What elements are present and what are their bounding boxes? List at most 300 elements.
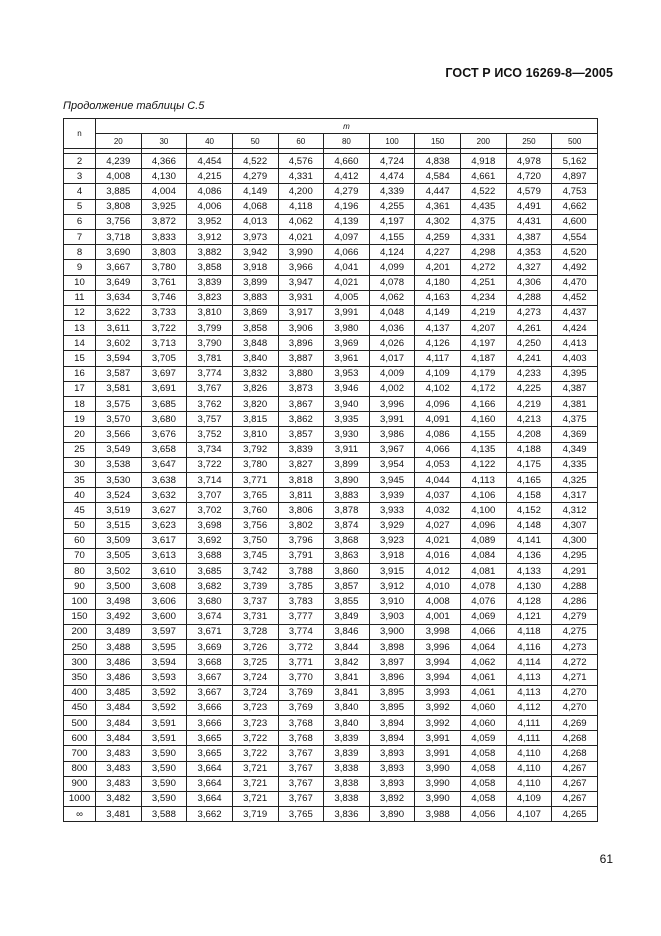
value-cell: 3,509: [96, 533, 142, 548]
value-cell: 4,026: [369, 336, 415, 351]
value-cell: 3,623: [141, 518, 187, 533]
value-cell: 3,893: [369, 776, 415, 791]
value-cell: 4,110: [506, 761, 552, 776]
value-cell: 4,268: [552, 731, 598, 746]
value-cell: 4,096: [461, 518, 507, 533]
value-cell: 4,273: [506, 305, 552, 320]
value-cell: 3,858: [232, 321, 278, 336]
value-cell: 4,113: [506, 670, 552, 685]
value-cell: 3,841: [324, 685, 370, 700]
value-cell: 4,056: [461, 807, 507, 822]
value-cell: 4,137: [415, 321, 461, 336]
value-cell: 3,910: [369, 594, 415, 609]
row-label-n: 16: [64, 366, 96, 381]
value-cell: 4,437: [552, 305, 598, 320]
value-cell: 3,768: [278, 731, 324, 746]
value-cell: 3,768: [278, 715, 324, 730]
value-cell: 4,196: [324, 199, 370, 214]
value-cell: 4,200: [278, 184, 324, 199]
value-cell: 3,483: [96, 761, 142, 776]
value-cell: 3,593: [141, 670, 187, 685]
value-cell: 5,162: [552, 154, 598, 169]
value-cell: 3,839: [324, 731, 370, 746]
column-header: 80: [324, 134, 370, 149]
value-cell: 4,241: [506, 351, 552, 366]
value-cell: 3,991: [324, 305, 370, 320]
value-cell: 4,110: [506, 776, 552, 791]
row-label-n: 13: [64, 321, 96, 336]
value-cell: 4,155: [369, 229, 415, 244]
value-cell: 4,165: [506, 472, 552, 487]
column-header: 200: [461, 134, 507, 149]
table-row: [64, 442, 598, 457]
value-cell: 3,791: [278, 548, 324, 563]
row-label-n: 40: [64, 488, 96, 503]
value-cell: 3,802: [278, 518, 324, 533]
row-label-n: 450: [64, 700, 96, 715]
value-cell: 3,484: [96, 731, 142, 746]
value-cell: 3,592: [141, 685, 187, 700]
value-cell: 3,836: [324, 807, 370, 822]
value-cell: 3,722: [232, 731, 278, 746]
table-row: [64, 397, 598, 412]
table-row: [64, 472, 598, 487]
value-cell: 3,566: [96, 427, 142, 442]
value-cell: 3,575: [96, 397, 142, 412]
value-cell: 4,118: [506, 624, 552, 639]
value-cell: 3,484: [96, 715, 142, 730]
value-cell: 3,993: [415, 685, 461, 700]
value-cell: 4,010: [415, 579, 461, 594]
table-row: [64, 184, 598, 199]
value-cell: 4,172: [461, 381, 507, 396]
value-cell: 3,649: [96, 275, 142, 290]
value-cell: 3,723: [232, 715, 278, 730]
value-cell: 3,858: [187, 260, 233, 275]
row-label-n: 12: [64, 305, 96, 320]
value-cell: 3,838: [324, 776, 370, 791]
value-cell: 4,554: [552, 229, 598, 244]
value-cell: 3,806: [278, 503, 324, 518]
value-cell: 3,783: [278, 594, 324, 609]
value-cell: 3,990: [278, 245, 324, 260]
value-cell: 3,799: [187, 321, 233, 336]
value-cell: 4,470: [552, 275, 598, 290]
value-cell: 4,006: [187, 199, 233, 214]
value-cell: 4,375: [461, 214, 507, 229]
value-cell: 3,627: [141, 503, 187, 518]
value-cell: 4,978: [506, 154, 552, 169]
value-cell: 3,915: [369, 564, 415, 579]
value-cell: 4,300: [552, 533, 598, 548]
value-cell: 3,980: [324, 321, 370, 336]
value-cell: 4,275: [552, 624, 598, 639]
table-row: [64, 169, 598, 184]
value-cell: 4,331: [278, 169, 324, 184]
value-cell: 4,069: [461, 609, 507, 624]
value-cell: 4,149: [232, 184, 278, 199]
value-cell: 4,021: [324, 275, 370, 290]
value-cell: 3,761: [141, 275, 187, 290]
value-cell: 3,486: [96, 670, 142, 685]
value-cell: 3,788: [278, 564, 324, 579]
row-label-n: 45: [64, 503, 96, 518]
value-cell: 3,500: [96, 579, 142, 594]
table-row: [64, 488, 598, 503]
value-cell: 3,954: [369, 457, 415, 472]
table-row: [64, 807, 598, 822]
value-cell: 3,606: [141, 594, 187, 609]
value-cell: 4,454: [187, 154, 233, 169]
value-cell: 4,395: [552, 366, 598, 381]
value-cell: 3,911: [324, 442, 370, 457]
value-cell: 4,435: [461, 199, 507, 214]
value-cell: 3,820: [232, 397, 278, 412]
value-cell: 4,269: [552, 715, 598, 730]
table-row: [64, 700, 598, 715]
value-cell: 3,667: [187, 685, 233, 700]
value-cell: 3,524: [96, 488, 142, 503]
value-cell: 4,197: [461, 336, 507, 351]
value-cell: 3,986: [369, 427, 415, 442]
table-row: [64, 761, 598, 776]
value-cell: 4,062: [461, 655, 507, 670]
value-cell: 3,772: [278, 640, 324, 655]
value-cell: 3,857: [324, 579, 370, 594]
column-header: 40: [187, 134, 233, 149]
value-cell: 4,584: [415, 169, 461, 184]
value-cell: 3,815: [232, 412, 278, 427]
value-cell: 4,141: [506, 533, 552, 548]
value-cell: 4,048: [369, 305, 415, 320]
value-cell: 4,175: [506, 457, 552, 472]
value-cell: 4,036: [369, 321, 415, 336]
value-cell: 3,595: [141, 640, 187, 655]
value-cell: 4,059: [461, 731, 507, 746]
value-cell: 3,622: [96, 305, 142, 320]
value-cell: 4,233: [506, 366, 552, 381]
row-label-n: 150: [64, 609, 96, 624]
table-row: [64, 154, 598, 169]
table-caption: Продолжение таблицы С.5: [63, 100, 205, 112]
value-cell: 4,118: [278, 199, 324, 214]
value-cell: 3,811: [278, 488, 324, 503]
value-cell: 3,899: [232, 275, 278, 290]
value-cell: 4,424: [552, 321, 598, 336]
value-cell: 4,002: [369, 381, 415, 396]
value-cell: 4,522: [461, 184, 507, 199]
value-cell: 4,152: [506, 503, 552, 518]
value-cell: 3,942: [232, 245, 278, 260]
table-row: [64, 351, 598, 366]
value-cell: 3,492: [96, 609, 142, 624]
value-cell: 3,722: [187, 457, 233, 472]
value-cell: 3,990: [415, 761, 461, 776]
value-cell: 3,890: [324, 472, 370, 487]
value-cell: 3,810: [232, 427, 278, 442]
value-cell: 4,215: [187, 169, 233, 184]
value-cell: 3,664: [187, 761, 233, 776]
value-cell: 3,826: [232, 381, 278, 396]
value-cell: 3,760: [232, 503, 278, 518]
value-cell: 3,669: [187, 640, 233, 655]
value-cell: 4,102: [415, 381, 461, 396]
value-cell: 3,991: [369, 412, 415, 427]
value-cell: 3,906: [278, 321, 324, 336]
value-cell: 4,331: [461, 229, 507, 244]
value-cell: 3,780: [141, 260, 187, 275]
value-cell: 3,538: [96, 457, 142, 472]
row-label-n: 1000: [64, 791, 96, 806]
value-cell: 4,113: [506, 685, 552, 700]
value-cell: 4,099: [369, 260, 415, 275]
table-row: [64, 594, 598, 609]
value-cell: 4,298: [461, 245, 507, 260]
value-cell: 3,998: [415, 624, 461, 639]
value-cell: 3,770: [278, 670, 324, 685]
value-cell: 3,844: [324, 640, 370, 655]
value-cell: 4,089: [461, 533, 507, 548]
value-cell: 3,903: [369, 609, 415, 624]
value-cell: 4,106: [461, 488, 507, 503]
value-cell: 4,148: [506, 518, 552, 533]
value-cell: 4,163: [415, 290, 461, 305]
value-cell: 3,617: [141, 533, 187, 548]
value-cell: 3,665: [187, 731, 233, 746]
value-cell: 4,897: [552, 169, 598, 184]
value-cell: 3,840: [232, 351, 278, 366]
value-cell: 3,634: [96, 290, 142, 305]
value-cell: 4,366: [141, 154, 187, 169]
table-row: [64, 503, 598, 518]
value-cell: 4,160: [461, 412, 507, 427]
value-cell: 3,674: [187, 609, 233, 624]
row-label-n: 80: [64, 564, 96, 579]
value-cell: 3,591: [141, 715, 187, 730]
value-cell: 3,664: [187, 776, 233, 791]
value-cell: 3,665: [187, 746, 233, 761]
value-cell: 4,021: [278, 229, 324, 244]
value-cell: 3,894: [369, 715, 415, 730]
value-cell: 4,201: [415, 260, 461, 275]
value-cell: 3,769: [278, 700, 324, 715]
value-cell: 3,719: [232, 807, 278, 822]
value-cell: 4,576: [278, 154, 324, 169]
value-cell: 3,685: [187, 564, 233, 579]
value-cell: 4,306: [506, 275, 552, 290]
value-cell: 3,840: [324, 715, 370, 730]
table-row: [64, 624, 598, 639]
value-cell: 4,188: [506, 442, 552, 457]
value-cell: 3,680: [187, 594, 233, 609]
value-cell: 3,765: [232, 488, 278, 503]
table-row: [64, 715, 598, 730]
row-label-n: 400: [64, 685, 96, 700]
value-cell: 3,481: [96, 807, 142, 822]
value-cell: 4,279: [552, 609, 598, 624]
value-cell: 4,660: [324, 154, 370, 169]
value-cell: 3,757: [187, 412, 233, 427]
value-cell: 3,713: [141, 336, 187, 351]
value-cell: 4,491: [506, 199, 552, 214]
table-row: [64, 791, 598, 806]
row-label-n: 250: [64, 640, 96, 655]
value-cell: 4,037: [415, 488, 461, 503]
value-cell: 4,009: [369, 366, 415, 381]
value-cell: 3,885: [96, 184, 142, 199]
value-cell: 3,485: [96, 685, 142, 700]
value-cell: 3,912: [187, 229, 233, 244]
value-cell: 4,062: [278, 214, 324, 229]
value-cell: 4,109: [415, 366, 461, 381]
table-row: [64, 305, 598, 320]
value-cell: 3,721: [232, 776, 278, 791]
value-cell: 3,868: [324, 533, 370, 548]
value-cell: 3,771: [232, 472, 278, 487]
value-cell: 3,486: [96, 655, 142, 670]
value-cell: 3,714: [187, 472, 233, 487]
value-cell: 3,823: [187, 290, 233, 305]
value-cell: 3,515: [96, 518, 142, 533]
value-cell: 3,966: [278, 260, 324, 275]
value-cell: 4,084: [461, 548, 507, 563]
value-cell: 3,810: [187, 305, 233, 320]
row-label-n: 15: [64, 351, 96, 366]
value-cell: 4,066: [461, 624, 507, 639]
value-cell: 3,900: [369, 624, 415, 639]
value-cell: 3,890: [369, 807, 415, 822]
value-cell: 3,796: [278, 533, 324, 548]
value-cell: 3,742: [232, 564, 278, 579]
value-cell: 3,733: [141, 305, 187, 320]
table-row: [64, 548, 598, 563]
value-cell: 4,060: [461, 715, 507, 730]
table-row: [64, 670, 598, 685]
value-cell: 4,662: [552, 199, 598, 214]
value-cell: 3,990: [415, 776, 461, 791]
table-row: [64, 655, 598, 670]
value-cell: 3,668: [187, 655, 233, 670]
value-cell: 3,838: [324, 761, 370, 776]
row-label-n: 500: [64, 715, 96, 730]
value-cell: 4,307: [552, 518, 598, 533]
value-cell: 3,992: [415, 715, 461, 730]
table-row: [64, 746, 598, 761]
value-cell: 3,897: [369, 655, 415, 670]
value-cell: 3,502: [96, 564, 142, 579]
value-cell: 3,991: [415, 731, 461, 746]
value-cell: 3,664: [187, 791, 233, 806]
value-cell: 3,667: [187, 670, 233, 685]
value-cell: 4,044: [415, 472, 461, 487]
table-row: [64, 457, 598, 472]
value-cell: 4,251: [461, 275, 507, 290]
value-cell: 3,918: [369, 548, 415, 563]
value-cell: 3,632: [141, 488, 187, 503]
value-cell: 3,697: [141, 366, 187, 381]
value-cell: 4,291: [552, 564, 598, 579]
value-cell: 3,767: [278, 791, 324, 806]
value-cell: 4,317: [552, 488, 598, 503]
value-cell: 4,064: [461, 640, 507, 655]
value-cell: 3,935: [324, 412, 370, 427]
value-cell: 3,849: [324, 609, 370, 624]
value-cell: 4,412: [324, 169, 370, 184]
value-cell: 3,899: [324, 457, 370, 472]
value-cell: 3,874: [324, 518, 370, 533]
value-cell: 3,785: [278, 579, 324, 594]
value-cell: 4,111: [506, 731, 552, 746]
value-cell: 3,721: [232, 761, 278, 776]
value-cell: 3,947: [278, 275, 324, 290]
value-cell: 4,600: [552, 214, 598, 229]
value-cell: 3,692: [187, 533, 233, 548]
value-cell: 4,447: [415, 184, 461, 199]
column-header: 50: [232, 134, 278, 149]
value-cell: 4,219: [461, 305, 507, 320]
value-cell: 3,860: [324, 564, 370, 579]
value-cell: 3,685: [141, 397, 187, 412]
value-cell: 3,519: [96, 503, 142, 518]
value-cell: 3,988: [415, 807, 461, 822]
value-cell: 3,930: [324, 427, 370, 442]
value-cell: 4,041: [324, 260, 370, 275]
table-row: [64, 640, 598, 655]
value-cell: 4,016: [415, 548, 461, 563]
value-cell: 4,058: [461, 761, 507, 776]
value-cell: 3,638: [141, 472, 187, 487]
value-cell: 3,688: [187, 548, 233, 563]
value-cell: 3,893: [369, 746, 415, 761]
value-cell: 4,133: [506, 564, 552, 579]
value-cell: 3,882: [187, 245, 233, 260]
value-cell: 3,705: [141, 351, 187, 366]
value-cell: 3,600: [141, 609, 187, 624]
value-cell: 3,721: [232, 791, 278, 806]
value-cell: 3,912: [369, 579, 415, 594]
column-header: 30: [141, 134, 187, 149]
value-cell: 3,610: [141, 564, 187, 579]
value-cell: 3,725: [232, 655, 278, 670]
value-cell: 4,078: [461, 579, 507, 594]
value-cell: 3,737: [232, 594, 278, 609]
row-label-n: 600: [64, 731, 96, 746]
value-cell: 3,728: [232, 624, 278, 639]
value-cell: 3,967: [369, 442, 415, 457]
table-row: [64, 245, 598, 260]
value-cell: 3,767: [187, 381, 233, 396]
value-cell: 3,590: [141, 761, 187, 776]
value-cell: 4,021: [415, 533, 461, 548]
value-cell: 4,279: [232, 169, 278, 184]
row-label-n: 35: [64, 472, 96, 487]
value-cell: 3,894: [369, 731, 415, 746]
value-cell: 4,110: [506, 746, 552, 761]
value-cell: 3,808: [96, 199, 142, 214]
row-label-n: 900: [64, 776, 96, 791]
value-cell: 3,608: [141, 579, 187, 594]
row-label-n: 2: [64, 154, 96, 169]
row-label-n: 4: [64, 184, 96, 199]
row-label-n: 14: [64, 336, 96, 351]
value-cell: 3,594: [141, 655, 187, 670]
value-cell: 3,887: [278, 351, 324, 366]
value-cell: 3,762: [187, 397, 233, 412]
value-cell: 3,994: [415, 655, 461, 670]
row-label-n: 300: [64, 655, 96, 670]
value-cell: 3,734: [187, 442, 233, 457]
value-cell: 3,939: [369, 488, 415, 503]
